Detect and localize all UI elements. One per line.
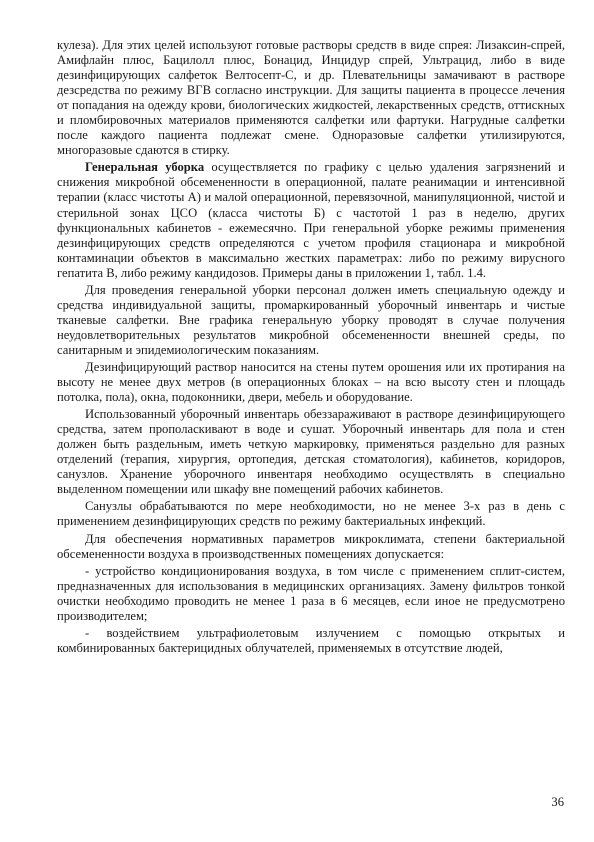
paragraph-cleaning-personnel: Для проведения генеральной уборки персонал должен иметь специальную одежду и средства индивидуальной защиты, промаркированный уборочный инвентарь и чистые тканевые салфетки. Вне графика генеральную уборку проводят в случае получения неудовлетворительных результатов микробной обсемененности внешней среды, по санитарным и эпидемиологическим показаниям. bbox=[57, 282, 565, 357]
list-item-ultraviolet: - воздействием ультрафиолетовым излучением с помощью открытых и комбинированных бактерицидных облучателей, применяемых в отсутствие людей, bbox=[57, 625, 565, 655]
paragraph-lead-term: Генеральная уборка bbox=[85, 160, 205, 175]
list-item-air-conditioning: - устройство кондиционирования воздуха, в том числе с применением сплит-систем, предназначенных для использования в медицинских организациях. Замену фильтров тонкой очистки необходимо проводить не менее 1 раза в 6 месяцев, если иное не предусмотрено производителем; bbox=[57, 563, 565, 623]
paragraph-cleaning-inventory: Использованный уборочный инвентарь обеззараживают в растворе дезинфицирующего средства, затем прополаскивают в воде и сушат. Уборочный инвентарь для пола и стен должен быть раздельным, иметь четкую маркировку, применяться раздельно для разных отделений (терапия, хирургия, ортопедия, детская стоматология), кабинетов, коридоров, санузлов. Хранение уборочного инвентаря необходимо осуществлять в специально выделенном помещении или шкафу вне помещений рабочих кабинетов. bbox=[57, 407, 565, 497]
page-body bbox=[57, 38, 565, 656]
paragraph-continuation: кулеза). Для этих целей используют готовые растворы средств в виде спрея: Лизаксин-спрей, Амифлайн плюс, Бацилолл плюс, Бонацид, Инцидур спрей, Ультрацид, либо в виде дезинфицирующих салфеток Велтосепт-С, и др. Плевательницы замачивают в растворе дезсредства по режиму ВГВ согласно инструкции. Для защиты пациента в процессе лечения от попадания на одежду крови, биологических жидкостей, лекарственных средств, оттискных и пломбировочных материалов применяются салфетки или фартуки. Нагрудные салфетки после каждого пациента подлежат смене. Одноразовые салфетки утилизируются, многоразовые сдаются в стирку. bbox=[57, 38, 565, 158]
paragraph-disinfectant-application: Дезинфицирующий раствор наносится на стены путем орошения или их протирания на высоту не менее двух метров (в операционных блоках – на всю высоту стен и площадь потолка, пола), окна, подоконники, двери, мебель и оборудование. bbox=[57, 359, 565, 405]
paragraph-general-cleaning: Генеральная уборка осуществляется по графику с целью удаления загрязнений и снижения микробной обсемененности в операционной, палате реанимации и интенсивной терапии (класс чистоты А) и малой операционной, перевязочной, манипуляционной, чистой и стерильной зонах ЦСО (класса чистоты Б) с частотой 1 раз в неделю, других функциональных кабинетов - ежемесячно. При генеральной уборке режимы применения дезинфицирующих средств определяются с учетом профиля стационара и микробной контаминации объектов в максимально жестких параметрах: либо по режиму вирусного гепатита В, либо режиму кандидозов. Примеры даны в приложении 1, табл. 1.4. bbox=[57, 160, 565, 280]
page-number: 36 bbox=[551, 795, 564, 809]
paragraph-restrooms: Санузлы обрабатываются по мере необходимости, но не менее 3-х раз в день с применением дезинфицирующих средств по режиму бактериальных инфекций. bbox=[57, 499, 565, 529]
paragraph-microclimate: Для обеспечения нормативных параметров микроклимата, степени бактериальной обсемененности воздуха в производственных помещениях допускается: bbox=[57, 531, 565, 561]
